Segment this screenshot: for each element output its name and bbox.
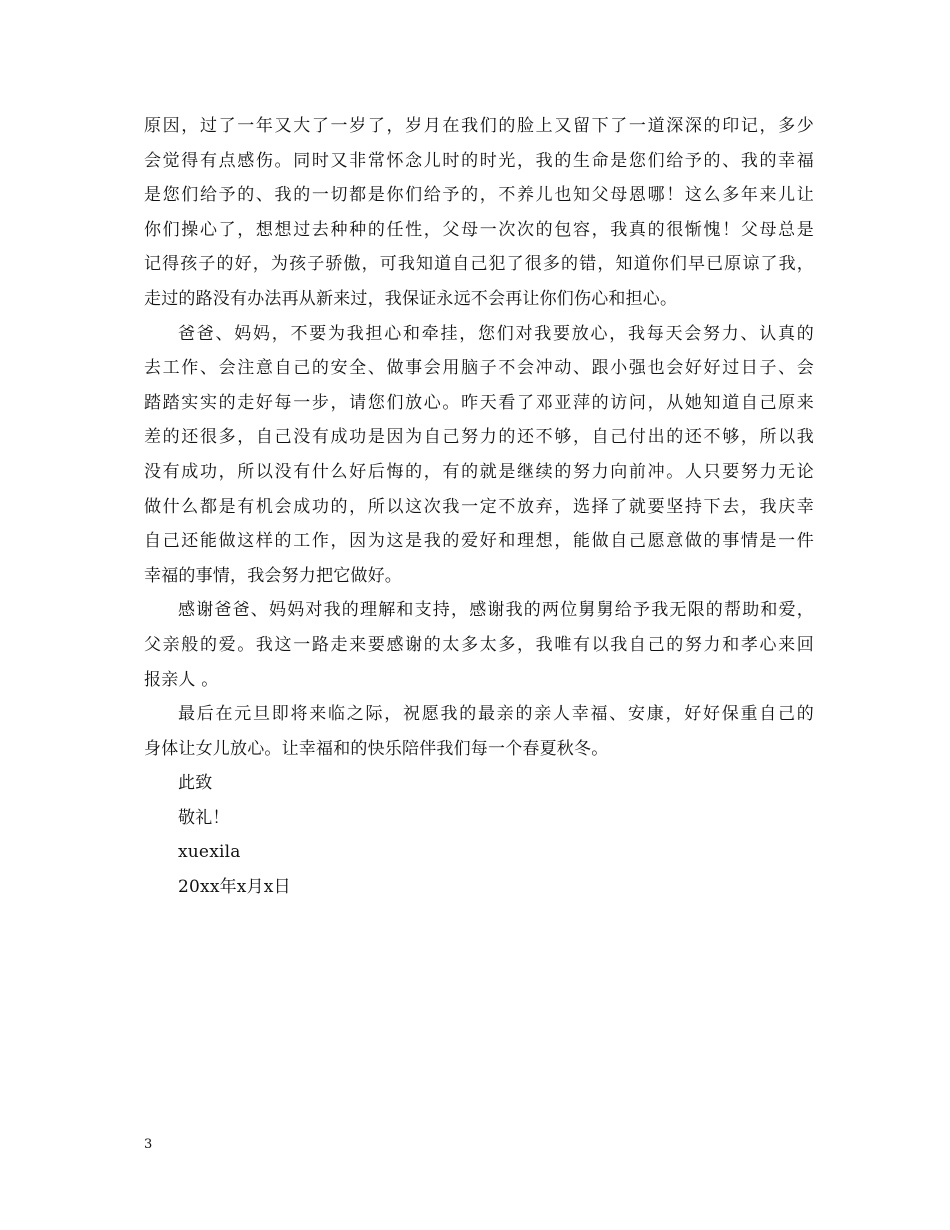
- text-line: 是您们给予的、我的一切都是你们给予的，不养儿也知父母恩哪！这么多年来儿让: [144, 185, 814, 206]
- text-line: 幸福的事情，我会努力把它做好。: [144, 565, 402, 586]
- text-line: 自己还能做这样的工作，因为这是我的爱好和理想，能做自己愿意做的事情是一件: [144, 531, 814, 552]
- paragraph-4: [144, 697, 814, 766]
- letter-body: [144, 109, 814, 905]
- text-line: 没有成功，所以没有什么好后悔的，有的就是继续的努力向前冲。人只要努力无论: [144, 461, 814, 482]
- text-line: 身体让女儿放心。让幸福和的快乐陪伴我们每一个春夏秋冬。: [144, 738, 609, 759]
- closing-respect: 敬礼！: [178, 807, 230, 828]
- page-number: 3: [144, 1137, 153, 1152]
- paragraph-1: [144, 109, 814, 317]
- text-line: 爸爸、妈妈，不要为我担心和牵挂，您们对我要放心，我每天会努力、认真的: [178, 323, 814, 344]
- text-line: 踏踏实实的走好每一步，请您们放心。昨天看了邓亚萍的访问，从她知道自己原来: [144, 392, 814, 413]
- text-line: 父亲般的爱。我这一路走来要感谢的太多太多，我唯有以我自己的努力和孝心来回: [144, 634, 814, 655]
- paragraph-2: [144, 317, 814, 594]
- text-line: 最后在元旦即将来临之际，祝愿我的最亲的亲人幸福、安康，好好保重自己的: [178, 704, 814, 725]
- text-line: 你们操心了，想想过去种种的任性，父母一次次的包容，我真的很惭愧！父母总是: [144, 219, 814, 240]
- text-line: 记得孩子的好，为孩子骄傲，可我知道自己犯了很多的错，知道你们早已原谅了我，: [144, 254, 814, 275]
- text-line: 会觉得有点感伤。同时又非常怀念儿时的时光，我的生命是您们给予的、我的幸福: [144, 150, 814, 171]
- letter-date: 20xx年x月x日: [178, 877, 291, 898]
- signature: xuexila: [178, 842, 241, 863]
- text-line: 报亲人 。: [144, 669, 219, 690]
- text-line: 走过的路没有办法再从新来过，我保证永远不会再让你们伤心和担心。: [144, 288, 678, 309]
- text-line: 感谢爸爸、妈妈对我的理解和支持，感谢我的两位舅舅给予我无限的帮助和爱，: [178, 600, 814, 621]
- paragraph-3: [144, 593, 814, 697]
- closing-salutation: 此致: [178, 773, 213, 794]
- text-line: 做什么都是有机会成功的，所以这次我一定不放弃，选择了就要坚持下去，我庆幸: [144, 496, 814, 517]
- text-line: 差的还很多，自己没有成功是因为自己努力的还不够，自己付出的还不够，所以我: [144, 427, 814, 448]
- text-line: 去工作、会注意自己的安全、做事会用脑子不会冲动、跟小强也会好好过日子、会: [144, 358, 814, 379]
- text-line: 原因，过了一年又大了一岁了，岁月在我们的脸上又留下了一道深深的印记，多少: [144, 116, 814, 136]
